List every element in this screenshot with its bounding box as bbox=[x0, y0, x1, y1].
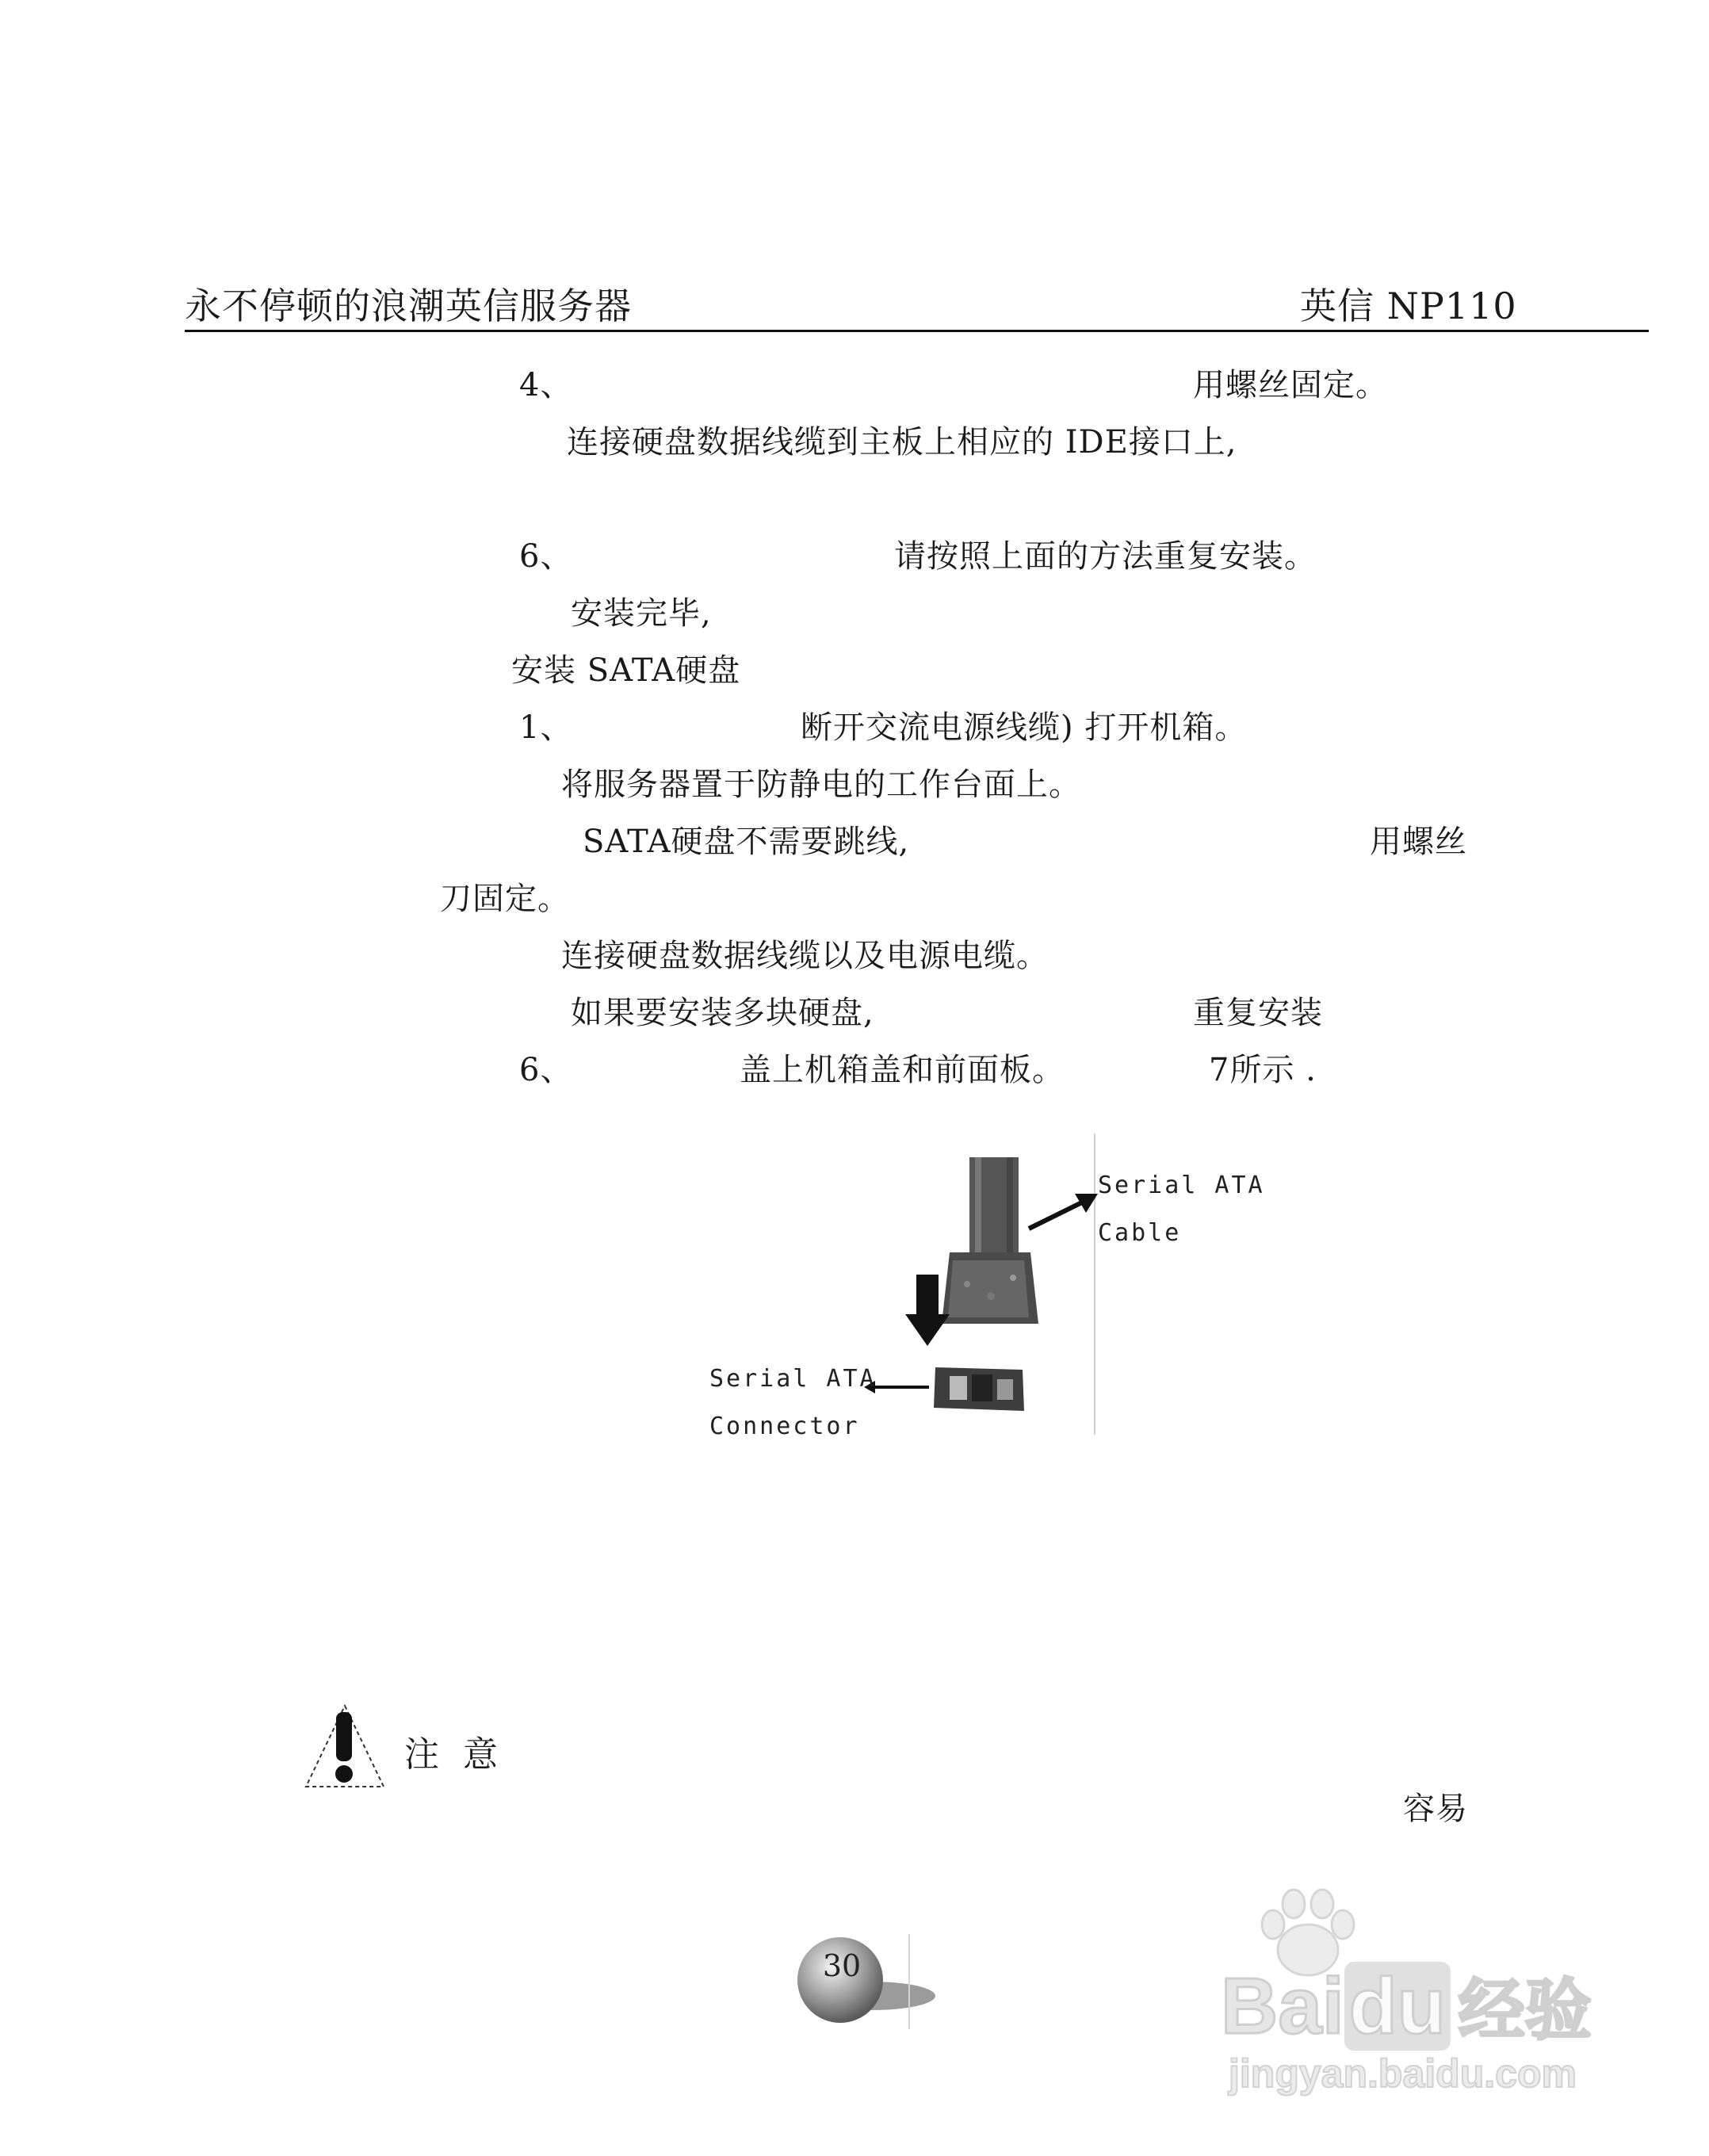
sata-step-6-text-right: 7所示 . bbox=[1209, 1052, 1317, 1088]
note-title: 注 意 bbox=[404, 1734, 504, 1775]
sata-connection-figure bbox=[698, 1133, 1110, 1451]
header-rule bbox=[185, 330, 1649, 332]
sata-step-4-text: 连接硬盘数据线缆以及电源电缆。 bbox=[561, 938, 1049, 974]
sata-connector-image bbox=[934, 1367, 1024, 1411]
cable-label-line-1: Serial ATA bbox=[1098, 1172, 1265, 1199]
connector-label-line-1: Serial ATA bbox=[709, 1365, 877, 1393]
sata-step-3-continuation: 刀固定。 bbox=[440, 881, 570, 917]
insert-down-arrow bbox=[905, 1275, 950, 1346]
page-number: 30 bbox=[822, 1948, 862, 1983]
sata-step-3-text-right: 用螺丝 bbox=[1370, 824, 1467, 860]
sata-step-6-number: 6、 bbox=[519, 1052, 573, 1088]
header-left-title: 永不停顿的浪潮英信服务器 bbox=[185, 285, 632, 327]
step-5-text: 连接硬盘数据线缆到主板上相应的 IDE接口上, bbox=[567, 424, 1237, 461]
note-text-right: 容易 bbox=[1403, 1791, 1468, 1827]
header-right-title: 英信 NP110 bbox=[1300, 285, 1517, 327]
sata-step-5-text: 如果要安装多块硬盘, bbox=[571, 995, 874, 1031]
connector-label-line-2: Connector bbox=[709, 1412, 860, 1440]
cable-pointer-arrow bbox=[1029, 1194, 1098, 1229]
step-7-text: 安装完毕, bbox=[571, 595, 712, 632]
sata-step-1-text: 断开交流电源线缆) 打开机箱。 bbox=[801, 709, 1248, 746]
sata-heading: 安装 SATA硬盘 bbox=[511, 652, 741, 689]
watermark-url: jingyan.baidu.com bbox=[1229, 2051, 1577, 2096]
baidu-jingyan-watermark bbox=[1173, 1886, 1617, 2096]
sata-step-1-number: 1、 bbox=[519, 709, 573, 746]
step-6-number: 6、 bbox=[519, 538, 573, 575]
sata-step-5-text-right: 重复安装 bbox=[1193, 995, 1323, 1031]
step-4-number: 4、 bbox=[519, 367, 573, 403]
watermark-brand-du: du bbox=[1344, 1962, 1451, 2051]
sata-cable-image bbox=[942, 1157, 1038, 1324]
sata-step-6-text: 盖上机箱盖和前面板。 bbox=[740, 1052, 1065, 1088]
watermark-brand-jingyan: 经验 bbox=[1458, 1971, 1592, 2049]
cable-label-line-2: Cable bbox=[1098, 1219, 1182, 1247]
step-6-text: 请按照上面的方法重复安装。 bbox=[894, 538, 1317, 575]
watermark-brand-bai: Bai bbox=[1221, 1962, 1344, 2051]
warning-icon bbox=[301, 1703, 388, 1791]
figure-divider bbox=[1094, 1133, 1095, 1435]
sata-step-2-text: 将服务器置于防静电的工作台面上。 bbox=[561, 766, 1081, 803]
sata-step-3-text: SATA硬盘不需要跳线, bbox=[583, 824, 910, 860]
step-4-text: 用螺丝固定。 bbox=[1193, 367, 1388, 403]
